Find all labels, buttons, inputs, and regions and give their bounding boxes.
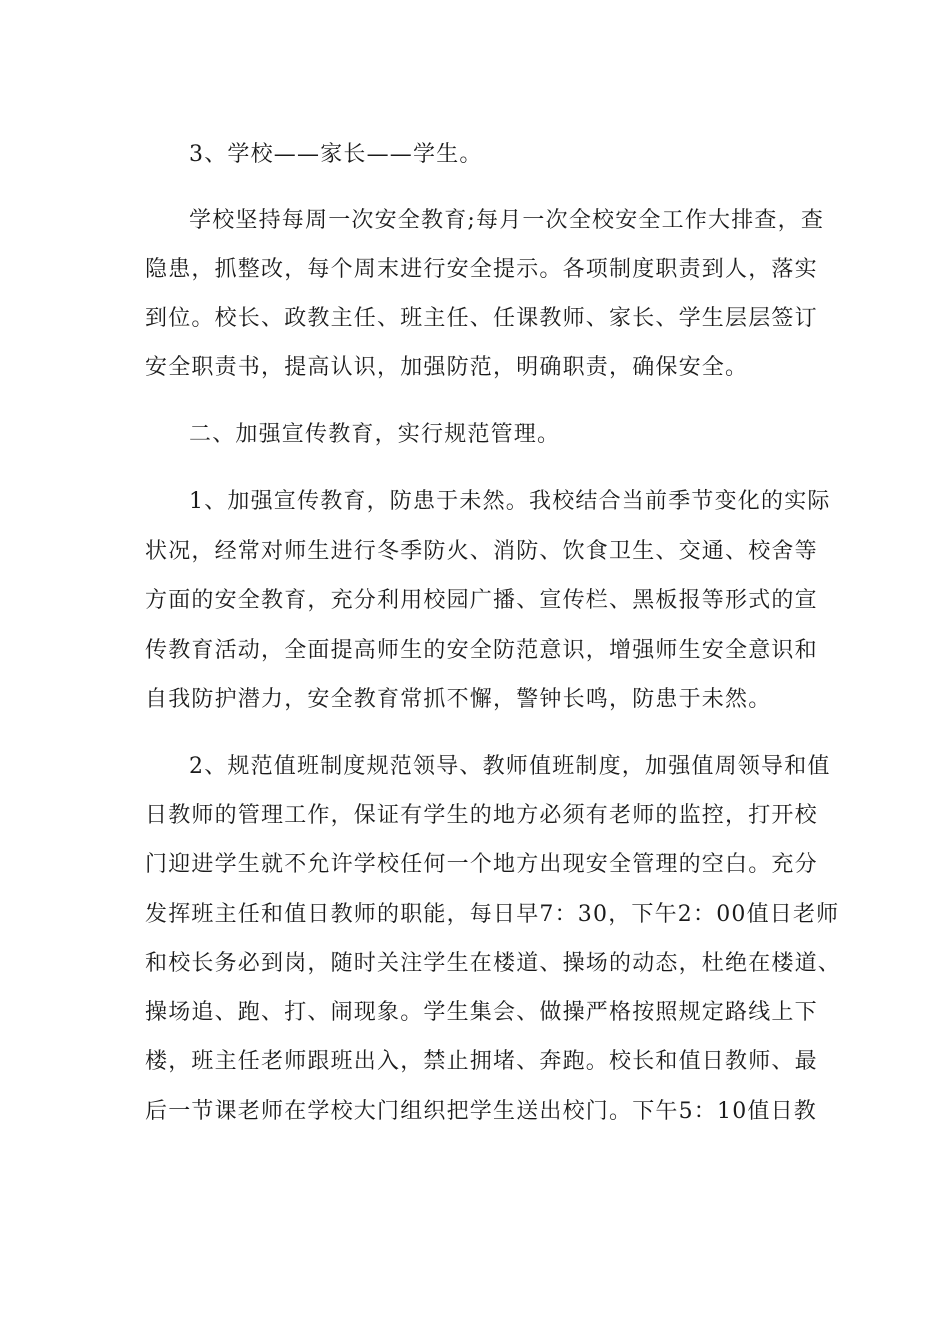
- paragraph-2-line-1: 学校坚持每周一次安全教育;每月一次全校安全工作大排查，查: [189, 208, 825, 233]
- paragraph-5-line-1: 2、规范值班制度规范领导、教师值班制度，加强值周领导和值: [189, 754, 831, 779]
- paragraph-5-line-5: 和校长务必到岗，随时关注学生在楼道、操场的动态，杜绝在楼道、: [145, 951, 842, 976]
- paragraph-2-line-3: 到位。校长、政教主任、班主任、任课教师、家长、学生层层签订: [145, 306, 818, 331]
- paragraph-5-line-2: 日教师的管理工作，保证有学生的地方必须有老师的监控，打开校: [145, 803, 818, 828]
- section-heading-2: 二、加强宣传教育，实行规范管理。: [189, 422, 561, 447]
- paragraph-1-line-1: 3、学校——家长——学生。: [189, 142, 483, 167]
- paragraph-4-line-2: 状况，经常对师生进行冬季防火、消防、饮食卫生、交通、校舍等: [145, 539, 818, 564]
- paragraph-5-line-3: 门迎进学生就不允许学校任何一个地方出现安全管理的空白。充分: [145, 852, 818, 877]
- paragraph-2-line-4: 安全职责书，提高认识，加强防范，明确职责，确保安全。: [145, 355, 749, 380]
- paragraph-2-line-2: 隐患，抓整改，每个周末进行安全提示。各项制度职责到人，落实: [145, 257, 818, 282]
- paragraph-4-line-3: 方面的安全教育，充分利用校园广播、宣传栏、黑板报等形式的宣: [145, 588, 818, 613]
- paragraph-5-line-4: 发挥班主任和值日教师的职能，每日早7：30，下午2：00值日老师: [145, 902, 840, 927]
- paragraph-5-line-6: 操场追、跑、打、闹现象。学生集会、做操严格按照规定路线上下: [145, 1000, 818, 1025]
- paragraph-4-line-4: 传教育活动，全面提高师生的安全防范意识，增强师生安全意识和: [145, 638, 818, 663]
- paragraph-5-line-7: 楼，班主任老师跟班出入，禁止拥堵、奔跑。校长和值日教师、最: [145, 1049, 818, 1074]
- paragraph-5-line-8: 后一节课老师在学校大门组织把学生送出校门。下午5：10值日教: [145, 1099, 817, 1124]
- paragraph-4-line-1: 1、加强宣传教育，防患于未然。我校结合当前季节变化的实际: [189, 489, 831, 514]
- paragraph-4-line-5: 自我防护潜力，安全教育常抓不懈，警钟长鸣，防患于未然。: [145, 687, 772, 712]
